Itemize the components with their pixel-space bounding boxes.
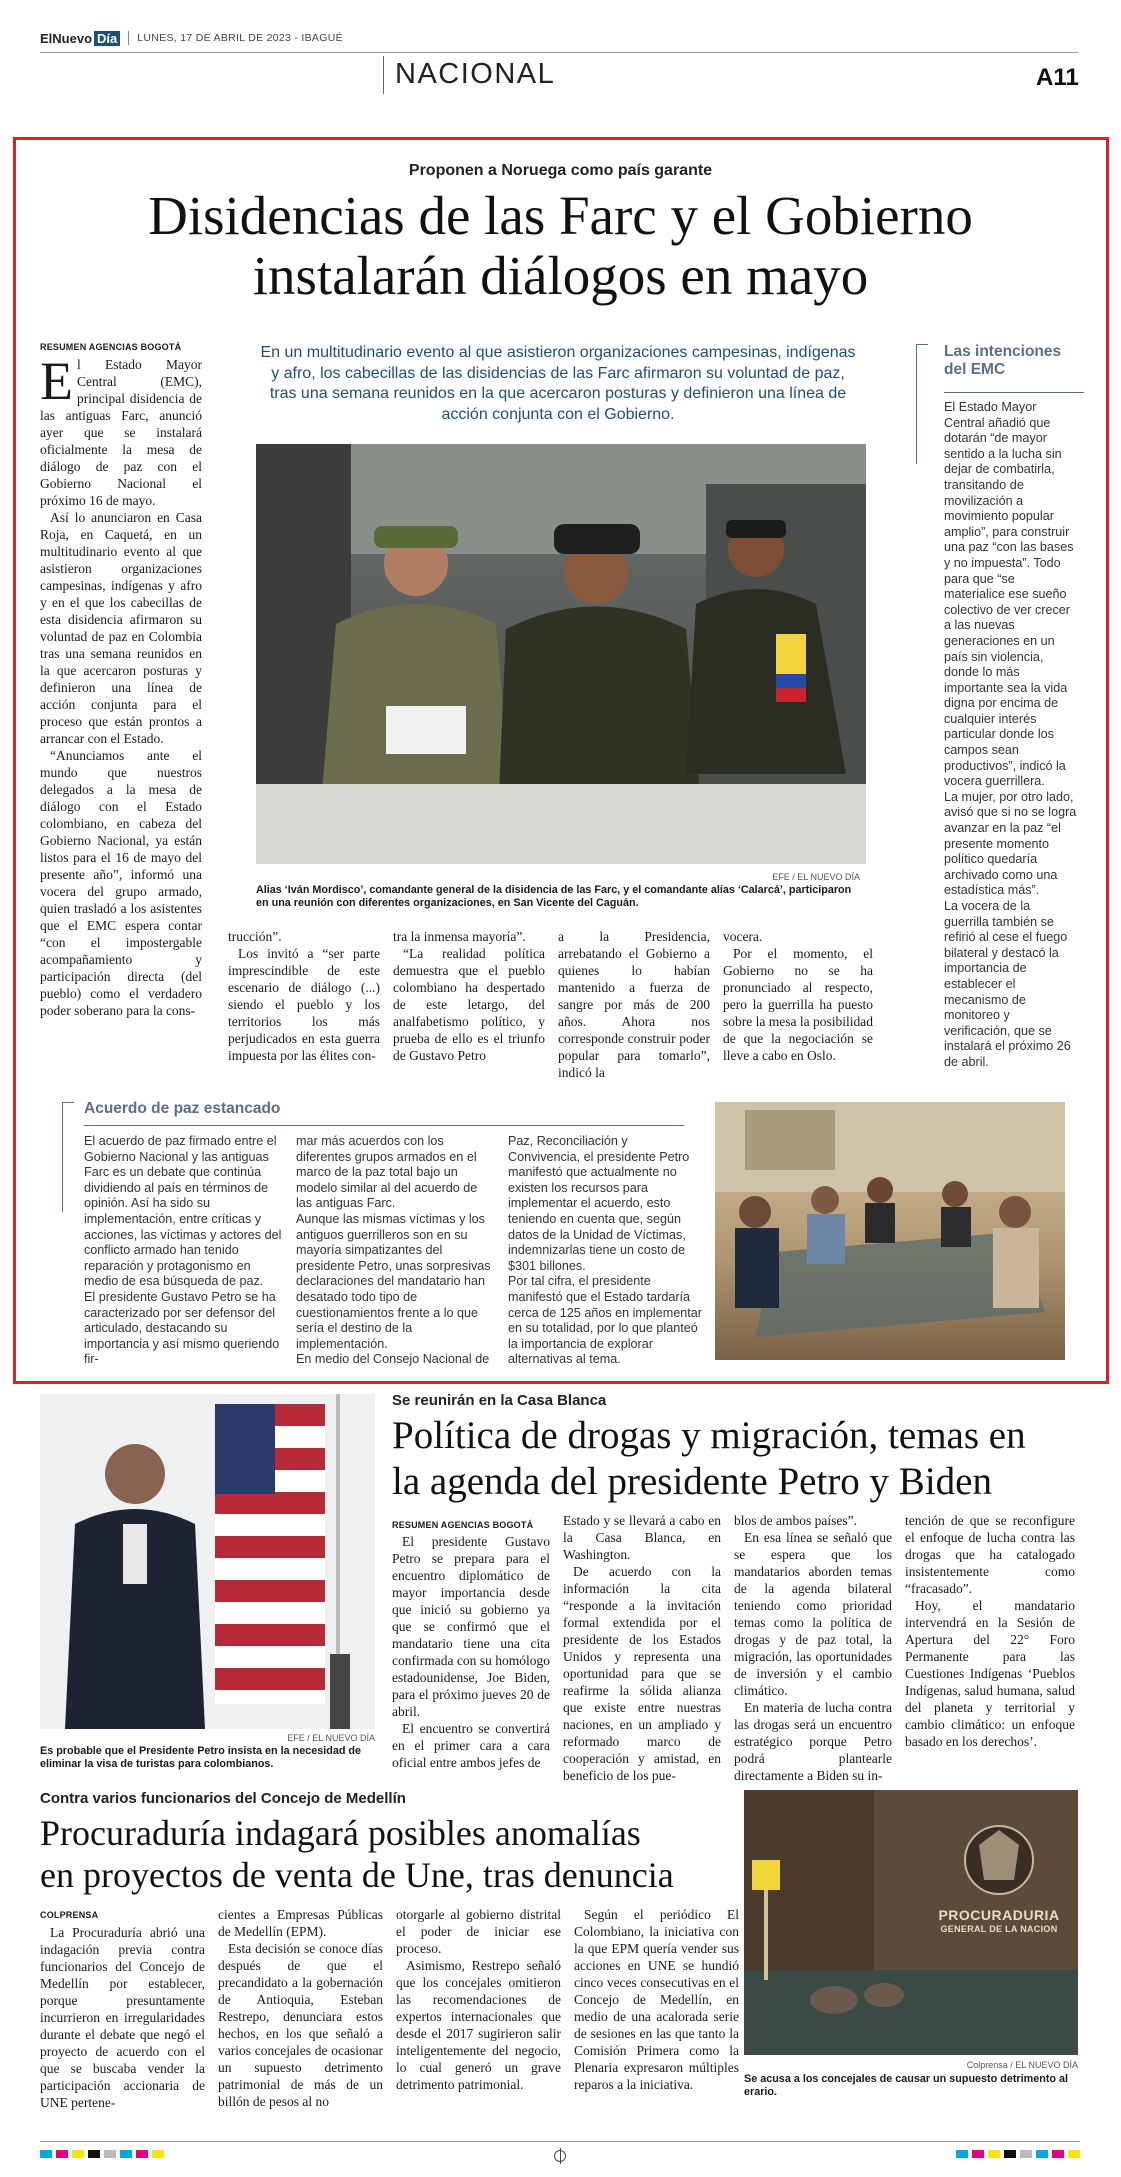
dateline: LUNES, 17 DE ABRIL DE 2023 - IBAGUÉ (137, 32, 343, 44)
color-mark (104, 2150, 116, 2158)
story1-column-5 (723, 928, 873, 1063)
color-marks-left (40, 2150, 164, 2160)
procuraduria-sign-line2: GENERAL DE LA NACION (940, 1924, 1058, 1934)
story1-paragraph: l Estado Mayor Central (EMC), principal disidencia de las antiguas Farc, anunció ayer que se instalará oficialmente la mesa de diálogo de paz con el Gobierno Nacional el próximo 16 de mayo. (40, 357, 202, 508)
color-mark (972, 2150, 984, 2158)
color-mark (1068, 2150, 1080, 2158)
story2-photo-caption: Es probable que el Presidente Petro insista en la necesidad de eliminar la visa de turistas para colombianos. (40, 1745, 362, 1770)
box-acuerdo-photo (715, 1102, 1065, 1360)
story3-photo-credit: Colprensa / EL NUEVO DÍA (966, 2060, 1078, 2070)
box-acuerdo-paragraph: En medio del Consejo Nacional de (296, 1352, 490, 1367)
story2-byline: RESUMEN AGENCIAS BOGOTÁ (392, 1520, 534, 1530)
story2-photo-credit: EFE / EL NUEVO DÍA (287, 1733, 375, 1743)
box-acuerdo-column-1 (84, 1134, 284, 1367)
sidebar-emc-paragraph: El Estado Mayor Central añadió que dotarán “de mayor sentido a la lucha sin dejar de combatirla, transitando de movilización a movimiento popular amplio”, para construir una paz “con las bases y no impuesta”. Todo para que “se materialice ese sueño colectivo de ver crecer a las nuevas generaciones en un país sin violencia, donde lo más importante sea la vida digna por encima de cualquier interés particular donde los campos sean productivos”, indicó la vocera guerrillera. (944, 400, 1074, 789)
story1-dropcap: E (40, 351, 73, 411)
page-number: A11 (1036, 64, 1079, 91)
story3-photo (744, 1790, 1078, 2055)
color-mark (152, 2150, 164, 2158)
color-mark (988, 2150, 1000, 2158)
story3-headline-line2: en proyectos de venta de Une, tras denuncia (40, 1855, 674, 1895)
story2-paragraph: Hoy, el mandatario intervendrá en la Sesión de Apertura del 22° Foro Permanente para las Cuestiones Indígenas ‘Pueblos Indígenas, salud humana, salud del planeta y territorial y cambio climático: un enfoque basado en los derechos’. (905, 1598, 1075, 1749)
sidebar-emc-title-line1: Las intenciones (944, 343, 1062, 360)
story2-paragraph: blos de ambos países”. (734, 1513, 857, 1528)
color-mark (40, 2150, 52, 2158)
footer-rule (40, 2141, 1080, 2142)
story3-paragraph: Según el periódico El Colombiano, la iniciativa con la que EPM quería vender sus acciones en UNE se hundió cinco veces consecutivas en el Concejo de Medellín, en medio de una acalorada serie de sesiones en las que tanto la Comisión Primera como la Plenaria expresaron múltiples reparos a la iniciativa. (574, 1907, 739, 2092)
story1-column-2 (228, 928, 380, 1063)
color-mark (136, 2150, 148, 2158)
box-acuerdo-paragraph: Por tal cifra, el presidente manifestó que el Estado tardaría cerca de 125 años en implementar en su totalidad, por lo que planteó la importancia de explorar alternativas al tema. (508, 1274, 702, 1367)
box-acuerdo-paragraph: Paz, Reconciliación y Convivencia, el presidente Petro manifestó que actualmente no existen los recursos para implementar el acuerdo, esto teniendo en cuenta que, según datos de la Unidad de Víctimas, indemnizarlas tiene un costo de $301 billones. (508, 1134, 690, 1273)
story3-paragraph: otorgarle al gobierno distrital el poder de iniciar ese proceso. (396, 1907, 561, 1956)
story1-column-3 (393, 928, 545, 1063)
sidebar-emc-title-line2: del EMC (944, 361, 1006, 378)
story1-headline (0, 186, 1121, 306)
header-divider (128, 31, 129, 45)
registration-target-icon (554, 2150, 566, 2162)
logo-nuevo: Nuevo (52, 30, 93, 46)
section-title: NACIONAL (395, 58, 556, 90)
procuraduria-sign (924, 1908, 1074, 1936)
story1-paragraph: trucción”. (228, 929, 282, 944)
newspaper-logo (40, 30, 120, 47)
color-mark (1052, 2150, 1064, 2158)
story2-column-4 (905, 1512, 1075, 1778)
masthead (40, 28, 1080, 48)
sidebar-emc-body (944, 400, 1078, 1069)
story3-kicker: Contra varios funcionarios del Concejo de Medellín (40, 1790, 406, 1807)
us-flag (215, 1404, 325, 1704)
story3-column-3 (396, 1906, 561, 2129)
box-acuerdo-title: Acuerdo de paz estancado (84, 1100, 281, 1117)
procuraduria-sign-line1: PROCURADURIA (938, 1907, 1060, 1923)
sidebar-emc-paragraph: La mujer, por otro lado, avisó que si no se logra avanzar en la paz “el presente momento político quedaría archivado como una estadística más”. (944, 789, 1077, 898)
story1-kicker: Proponen a Noruega como país garante (408, 162, 713, 179)
color-mark (1036, 2150, 1048, 2158)
story2-paragraph: Estado y se llevará a cabo en la Casa Blanca, en Washington. (563, 1513, 721, 1562)
story1-headline-line2: instalarán diálogos en mayo (252, 245, 869, 306)
story1-column-4 (558, 928, 710, 1080)
story3-paragraph: Asimismo, Restrepo señaló que los concejales omitieron las recomendaciones de expertos internacionales que desde el 2017 sugirieron salir inteligentemente del negocio, lo cual generó un grave detrimento patrimonial. (396, 1958, 561, 2092)
color-marks-right (956, 2150, 1080, 2160)
photo-illustration (256, 444, 866, 864)
story2-headline-line1: Política de drogas y migración, temas en (392, 1414, 1026, 1457)
sidebar-emc-title (944, 343, 1061, 379)
sidebar-emc-bracket (916, 344, 928, 464)
box-acuerdo-rule (84, 1125, 684, 1126)
color-registration-bar (40, 2150, 1080, 2160)
color-mark (120, 2150, 132, 2158)
logo-dia: Día (94, 31, 120, 46)
story2-paragraph: tención de que se reconfigure el enfoque de lucha contra las drogas que ha catalogado insistentemente como “fracasado”. (905, 1513, 1075, 1596)
color-mark (956, 2150, 968, 2158)
color-mark (1020, 2150, 1032, 2158)
story3-headline (40, 1812, 740, 1896)
story2-kicker: Se reunirán en la Casa Blanca (392, 1392, 607, 1409)
story2-paragraph: De acuerdo con la información la cita “responde a la invitación formal extendida por el presidente de los Estados Unidos y representa una oportunidad para que se reafirme la sólida alianza que existe entre nuestras naciones, en un ampliado y reformado marco de cooperación y amistad, en beneficio de los pue- (563, 1564, 721, 1783)
color-mark (1004, 2150, 1016, 2158)
story2-column-3 (734, 1512, 892, 1783)
story2-headline-line2: la agenda del presidente Petro y Biden (392, 1460, 992, 1503)
logo-el: El (40, 30, 53, 46)
story3-byline: COLPRENSA (40, 1910, 99, 1920)
story1-paragraph: Por el momento, el Gobierno no se ha pronunciado al respecto, pero la guerrilla ha puesto sobre la mesa la posibilidad de que la negociación se lleve a cabo en Oslo. (723, 946, 873, 1063)
box-acuerdo-paragraph: mar más acuerdos con los diferentes grupos armados en el marco de la paz total bajo un modelo similar al del acuerdo de las antiguas Farc. (296, 1134, 478, 1211)
sidebar-emc-rule (944, 392, 1084, 393)
story1-paragraph: “La realidad política demuestra que el pueblo colombiano ha despertado de este letargo, del analfabetismo político, y prueba de ello es el triunfo de Gustavo Petro (393, 946, 545, 1063)
box-acuerdo-column-3 (508, 1134, 703, 1367)
story2-paragraph: El presidente Gustavo Petro se prepara para el encuentro diplomático de mayor importancia desde que inició su gobierno ya que se confirmó que el mandatario tiene una cita confirmada con su homólogo estadounidense, Joe Biden, para el próximo jueves 20 de abril. (392, 1534, 550, 1719)
section-divider-vertical (383, 56, 384, 94)
story3-paragraph: La Procuraduría abrió una indagación previa contra funcionarios del Concejo de Medellín por establecer, porque presuntamente incurrieron en irregularidades durante el debate que negó el proyecto de acuerdo con el que se buscaba vender la participación accionaria de UNE pertene- (40, 1925, 205, 2110)
story1-photo-caption: Alias ‘Iván Mordisco’, comandante general de la disidencia de las Farc, y el comandante alias ‘Calarcá’, participaron en una reunión con diferentes organizaciones, en San Vicente del Caguán. (256, 884, 852, 909)
meeting-illustration (715, 1102, 1065, 1360)
story2-headline (392, 1413, 1092, 1505)
color-mark (72, 2150, 84, 2158)
story3-photo-caption: Se acusa a los concejales de causar un supuesto detrimento al erario. (744, 2073, 1069, 2098)
petro-flag-illustration (40, 1394, 375, 1729)
story1-photo-credit: EFE / EL NUEVO DÍA (772, 872, 860, 882)
box-acuerdo-paragraph: Aunque las mismas víctimas y los antiguos guerrilleros son en su mayoría simpatizantes del presidente Petro, unas sorpresivas declaraciones del mandatario han desatado todo tipo de cuestionamientos frente a lo que sería el destino de la implementación. (296, 1211, 491, 1351)
story1-paragraph: Así lo anunciaron en Casa Roja, en Caquetá, en un multitudinario evento al que asistieron organizaciones campesinas, indígenas y afro y en el que los cabecillas de esta disidencia afirmaron su voluntad de paz en Colombia tras una semana reunidos en la que acercaron posturas y definieron una línea de acción conjunta para el proceso que están prontos a arrancar con el Estado. (40, 510, 202, 746)
story1-headline-line1: Disidencias de las Farc y el Gobierno (148, 185, 973, 246)
story2-paragraph: En materia de lucha contra las drogas será un encuentro estratégico porque Petro podrá plantearle directamente a Biden su in- (734, 1700, 892, 1783)
story1-paragraph: a la Presidencia, arrebatando el Gobierno a quienes lo habían mantenido a fuerza de sangre por más de 200 años. Ahora nos corresponde construir poder popular para tomarlo”, indicó la (558, 929, 710, 1080)
story2-paragraph: El encuentro se convertirá en el primer cara a cara oficial entre ambos jefes de (392, 1721, 550, 1770)
color-mark (88, 2150, 100, 2158)
story1-paragraph: “Anunciamos ante el mundo que nuestros delegados a la mesa de diálogo con el Estado colombiano, en cabeza del Gobierno Nacional, ya están listos para el 16 de mayo del presente año”, informó una vocera del grupo armado, quien trasladó a los asistentes que el EMC espera contar “con el impostergable acompañamiento y participación directa (del pueblo) como el verdadero poder soberano para la cons- (40, 748, 202, 1018)
story1-column-1 (40, 351, 202, 1018)
story1-paragraph: Los invitó a “ser parte imprescindible de este escenario de diálogo (...) siendo el pueblo y los territorios los más perjudicados en esta guerra impuesta por las élites con- (228, 946, 380, 1063)
story1-paragraph: tra la inmensa mayoría”. (393, 929, 526, 944)
box-acuerdo-bracket (62, 1102, 74, 1212)
story3-paragraph: Esta decisión se conoce días después de que el precandidato a la gobernación de Antioquia, Esteban Restrepo, denunciara estos hechos, en los que señaló a varios concejales de ocasionar un supuesto detrimento patrimonial de más de un billón de pesos al no (218, 1941, 383, 2109)
story2-photo (40, 1394, 375, 1729)
story3-column-2 (218, 1906, 383, 2129)
story1-lede: En un multitudinario evento al que asistieron organizaciones campesinas, indígenas y afro, los cabecillas de las disidencias de las Farc afirmaron su voluntad de paz, tras una semana reunidos en la que acercaron posturas y definieron una línea de acción conjunta con el Gobierno. (260, 344, 856, 423)
story2-paragraph: En esa línea se señaló que se espera que los mandatarios aborden temas de la agenda bilateral teniendo como prioridad temas como la política de drogas y de paz total, la migración, las oportunidades de inversión y el cambio climático. (734, 1530, 892, 1698)
header-rule (40, 52, 1078, 53)
story2-column-2 (563, 1512, 721, 1783)
story1-main-photo (256, 444, 866, 864)
registration-crosshair (560, 2148, 561, 2164)
box-acuerdo-paragraph: El acuerdo de paz firmado entre el Gobierno Nacional y las antiguas Farc es un debate que continúa dividiendo al país en términos de opinión. Así ha sido su implementación, entre críticas y acciones, las víctimas y actores del conflicto armado han tenido reparación y protagonismo en medio de esa búsqueda de paz. (84, 1134, 282, 1289)
story2-column-1 (392, 1533, 550, 1778)
color-mark (56, 2150, 68, 2158)
story3-column-1 (40, 1924, 205, 2129)
box-acuerdo-paragraph: El presidente Gustavo Petro se ha caracterizado por ser defensor del articulado, destacando su importancia y así mismo queriendo fir- (84, 1289, 280, 1367)
story3-column-4 (574, 1906, 739, 2129)
sidebar-emc-paragraph: La vocera de la guerrilla también se refirió al cese el fuego bilateral y destacó la importancia de establecer el mecanismo de monitoreo y verificación, que se instalará el próximo 26 de abril. (944, 899, 1071, 1069)
story3-headline-line1: Procuraduría indagará posibles anomalías (40, 1813, 641, 1853)
story1-paragraph: vocera. (723, 929, 763, 944)
story3-paragraph: cientes a Empresas Públicas de Medellín (EPM). (218, 1907, 383, 1939)
story1-byline: RESUMEN AGENCIAS BOGOTÁ (40, 342, 182, 352)
box-acuerdo-column-2 (296, 1134, 491, 1367)
